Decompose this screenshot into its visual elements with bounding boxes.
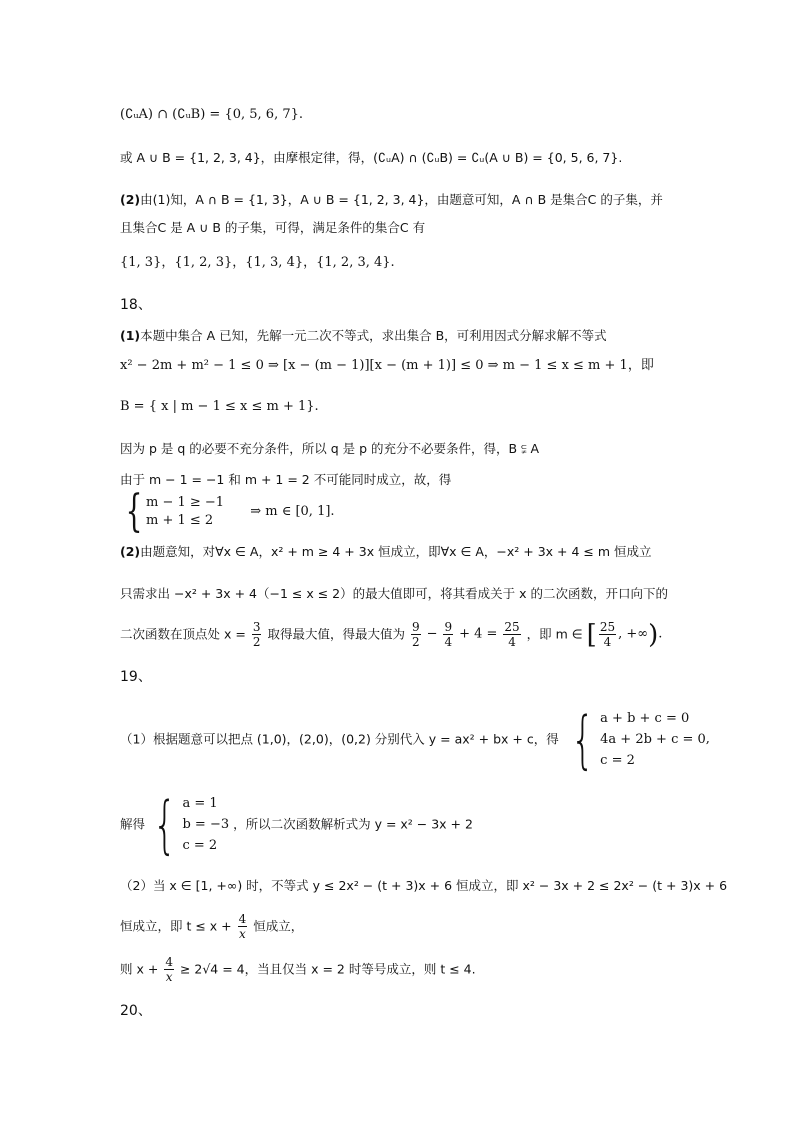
denominator: x <box>165 970 173 984</box>
text-line-11 <box>120 543 652 561</box>
system-rows <box>182 793 229 856</box>
system-row: 4a + 2b + c = 0 <box>600 732 706 747</box>
numerator: 25 <box>599 620 616 634</box>
denominator: 4 <box>603 635 612 649</box>
system-rows <box>600 708 706 771</box>
text-line-17-part-b: 恒成立， <box>253 918 304 934</box>
left-brace: { <box>152 787 177 861</box>
text-line-1: (∁ᵤA) ∩ (∁ᵤB) = {0, 5, 6, 7}. <box>120 107 304 122</box>
text-line-18-part-a: 则 x + <box>120 961 159 977</box>
text-line-17-part-a: 恒成立，即 t ≤ x + <box>120 918 232 934</box>
numerator: 4 <box>165 955 173 969</box>
text-line-11-body: 由题意知，对∀x ∈ A，x² + m ≥ 4 + 3x 恒成立，即∀x ∈ A，−x² + 3x + 4 ≤ m 恒成立 <box>140 544 652 559</box>
left-brace: { <box>125 486 143 537</box>
denominator: 4 <box>508 635 516 649</box>
system-row: a + b + c = 0 <box>600 711 690 726</box>
fraction-3-2 <box>252 620 262 649</box>
left-bracket: [ <box>586 620 597 650</box>
text-line-13-part-a: 二次函数在顶点处 x = <box>120 626 246 642</box>
numerator: 4 <box>238 912 247 926</box>
text-line-18-part-b: ≥ 2√4 = 4，当且仅当 x = 2 时等号成立，则 t ≤ 4. <box>179 961 476 977</box>
text-line-6-body: 本题中集合 A 已知，先解一元二次不等式，求出集合 B，可利用因式分解求解不等式 <box>140 328 607 343</box>
denominator: x <box>239 927 246 941</box>
text-line-12: 只需求出 −x² + 3x + 4（−1 ≤ x ≤ 2）的最大值即可，将其看成关于 x 的二次函数，开口向下的 <box>120 586 668 601</box>
system-row: c = 2 <box>600 753 635 768</box>
part-label-2: (2) <box>120 544 141 559</box>
system-row: c = 2 <box>182 838 218 853</box>
fraction-9-2 <box>411 620 421 649</box>
denominator: 4 <box>444 635 453 649</box>
part-label-1: (1) <box>120 328 141 343</box>
minus-sign: − <box>426 626 438 642</box>
problem-heading-18: 18、 <box>120 297 152 313</box>
system-row: m + 1 ≤ 2 <box>146 513 214 528</box>
text-line-13-part-b: 取得最大值，得最大值为 <box>267 626 405 642</box>
system-result: ⇒ m ∈ [0, 1]. <box>250 504 335 519</box>
fraction-25-4 <box>503 620 520 649</box>
text-line-5: {1, 3}，{1, 2, 3}，{1, 3, 4}，{1, 2, 3, 4}. <box>120 255 395 270</box>
system-rows <box>146 494 224 530</box>
comma: , <box>705 731 710 747</box>
numerator: 9 <box>444 620 453 634</box>
text-line-9: 因为 p 是 q 的必要不充分条件，所以 q 是 p 的充分不必要条件，得，B ⫋ A <box>120 441 540 456</box>
part-label-2: (2) <box>120 192 141 207</box>
fraction-9-4 <box>443 620 453 649</box>
numerator: 9 <box>411 620 420 634</box>
text-line-18 <box>120 955 476 984</box>
text-line-16: （2）当 x ∈ [1, +∞) 时，不等式 y ≤ 2x² − (t + 3)x + 6 恒成立，即 x² − 3x + 2 ≤ 2x² − (t + 3)x + 6 <box>120 878 728 893</box>
numerator: 25 <box>504 620 520 634</box>
text-line-3-body: 由(1)知，A ∩ B = {1, 3}，A ∪ B = {1, 2, 3, 4}，由题意可知，A ∩ B 是集合C 的子集，并 <box>140 192 663 207</box>
text-line-13-part-d: ，即 m ∈ <box>526 626 583 642</box>
text-line-7: x² − 2m + m² − 1 ≤ 0 ⇒ [x − (m − 1)][x − (m + 1)] ≤ 0 ⇒ m − 1 ≤ x ≤ m + 1，即 <box>120 358 654 373</box>
text-line-10: 由于 m − 1 = −1 和 m + 1 = 2 不可能同时成立，故，得 <box>120 472 452 487</box>
fraction-4-x <box>164 955 174 984</box>
right-paren: ) <box>648 620 659 650</box>
plus-four: + 4 = <box>459 626 498 642</box>
left-brace: { <box>570 702 595 776</box>
system-row: a = 1 <box>182 796 218 811</box>
text-line-15-part-a: 解得 <box>120 816 146 832</box>
text-line-3 <box>120 191 663 209</box>
text-line-17 <box>120 912 303 941</box>
interval-end: , +∞ <box>618 626 649 642</box>
text-line-15 <box>120 787 473 861</box>
text-line-14-body: （1）根据题意可以把点 (1,0)，(2,0)，(0,2) 分别代入 y = ax² + bx + c，得 <box>120 731 559 747</box>
text-line-13 <box>120 620 662 649</box>
text-line-2: 或 A ∪ B = {1, 2, 3, 4}，由摩根定律，得，(∁ᵤA) ∩ (∁ᵤB) = ∁ᵤ(A ∪ B) = {0, 5, 6, 7}. <box>120 150 623 165</box>
system-row: b = −3 <box>182 817 230 832</box>
period: . <box>658 626 663 642</box>
text-line-4: 且集合C 是 A ∪ B 的子集，可得，满足条件的集合C 有 <box>120 220 426 235</box>
text-line-6 <box>120 327 607 345</box>
denominator: 2 <box>252 635 261 649</box>
text-line-15-part-b: ，所以二次函数解析式为 y = x² − 3x + 2 <box>233 816 473 832</box>
fraction-25-4-interval <box>599 620 616 649</box>
problem-heading-20: 20、 <box>120 1003 152 1019</box>
text-line-14 <box>120 702 710 776</box>
numerator: 3 <box>252 620 261 634</box>
system-row: m − 1 ≥ −1 <box>146 495 225 510</box>
text-line-8: B = { x | m − 1 ≤ x ≤ m + 1}. <box>120 399 319 414</box>
fraction-4-x <box>238 912 248 941</box>
inequality-system-1 <box>120 486 335 537</box>
denominator: 2 <box>411 635 420 649</box>
problem-heading-19: 19、 <box>120 669 152 685</box>
